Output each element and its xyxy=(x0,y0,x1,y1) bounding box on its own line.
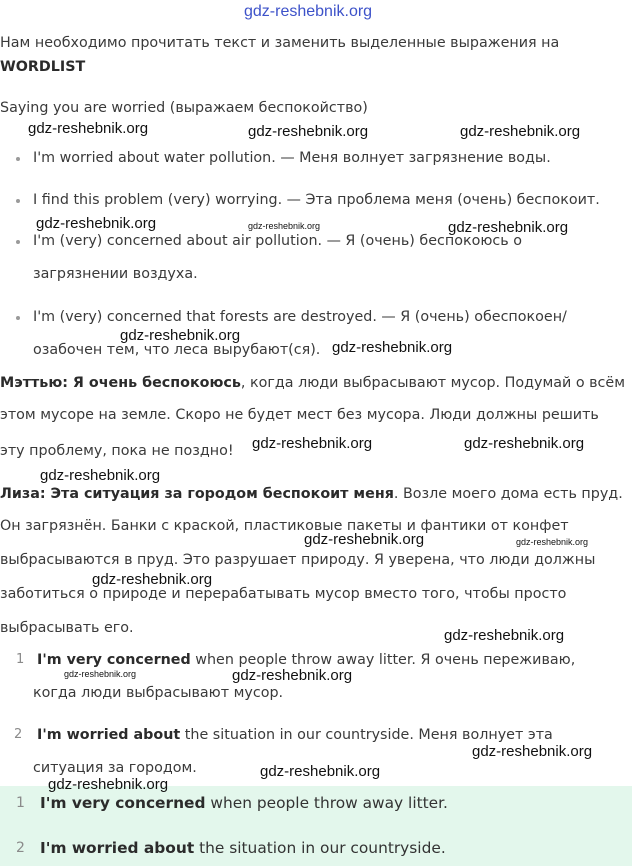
watermark: gdz-reshebnik.org xyxy=(232,667,353,684)
intro-line-1: Нам необходимо прочитать текст и заменить выделенные выражения на xyxy=(0,35,560,51)
numbered-item-2-continued: ситуация за городом. xyxy=(33,760,197,776)
numbered-item-bold: I'm worried about xyxy=(37,727,181,743)
list-number: 2 xyxy=(14,727,23,742)
watermark: gdz-reshebnik.org xyxy=(248,221,321,231)
bullet-icon xyxy=(16,240,20,244)
wordlist-item-continued: озабочен тем, что леса вырубают(ся). xyxy=(33,342,321,358)
watermark: gdz-reshebnik.org xyxy=(444,627,565,644)
watermark: gdz-reshebnik.org xyxy=(120,327,241,344)
answer-number: 2 xyxy=(16,840,25,856)
answer-panel xyxy=(0,786,632,866)
watermark: gdz-reshebnik.org xyxy=(64,669,137,679)
watermark: gdz-reshebnik.org xyxy=(28,120,149,137)
answer-number: 1 xyxy=(16,795,25,811)
watermark-top: gdz-reshebnik.org xyxy=(244,3,373,20)
numbered-item-text: when people throw away litter. Я очень переживаю, xyxy=(190,652,576,668)
numbered-item-bold: I'm very concerned xyxy=(37,652,191,668)
watermark: gdz-reshebnik.org xyxy=(460,123,581,140)
liza-speaker: Лиза: Эта ситуация за городом беспокоит меня xyxy=(0,486,394,502)
matthew-speaker: Мэттью: Я очень беспокоюсь xyxy=(0,375,241,391)
watermark: gdz-reshebnik.org xyxy=(464,435,585,452)
watermark: gdz-reshebnik.org xyxy=(252,435,373,452)
answer-bold: I'm worried about xyxy=(40,839,195,857)
liza-line-5: выбрасывать его. xyxy=(0,620,134,636)
bullet-icon xyxy=(16,157,20,161)
numbered-item-text: the situation in our countryside. Меня волнует эта xyxy=(180,727,553,743)
liza-line-2: Он загрязнён. Банки с краской, пластиковые пакеты и фантики от конфет xyxy=(0,518,569,534)
wordlist-item: I'm (very) concerned that forests are destroyed. — Я (очень) обеспокоен/ xyxy=(33,309,567,325)
watermark: gdz-reshebnik.org xyxy=(448,219,569,236)
intro-line-2: WORDLIST xyxy=(0,59,86,75)
answer-text: the situation in our countryside. xyxy=(194,839,446,857)
answer-bold: I'm very concerned xyxy=(40,794,206,812)
bullet-icon xyxy=(16,316,20,320)
watermark: gdz-reshebnik.org xyxy=(260,763,381,780)
matthew-line-1 xyxy=(0,373,625,393)
wordlist-item: I find this problem (very) worrying. — Эта проблема меня (очень) беспокоит. xyxy=(33,192,600,208)
watermark: gdz-reshebnik.org xyxy=(304,531,425,548)
liza-text: . Возле моего дома есть пруд. xyxy=(393,486,623,502)
liza-line-3: выбрасываются в пруд. Это разрушает природу. Я уверена, что люди должны xyxy=(0,552,596,568)
watermark: gdz-reshebnik.org xyxy=(48,776,169,793)
watermark: gdz-reshebnik.org xyxy=(40,467,161,484)
liza-line-1 xyxy=(0,484,623,504)
numbered-item-2 xyxy=(37,725,553,745)
wordlist-item: I'm worried about water pollution. — Меня волнует загрязнение воды. xyxy=(33,150,551,166)
watermark: gdz-reshebnik.org xyxy=(248,123,369,140)
answer-text: when people throw away litter. xyxy=(205,794,448,812)
list-number: 1 xyxy=(16,652,25,667)
wordlist-item-continued: загрязнении воздуха. xyxy=(33,266,198,282)
wordlist-heading: Saying you are worried (выражаем беспокойство) xyxy=(0,100,368,116)
matthew-line-3: эту проблему, пока не поздно! xyxy=(0,443,234,459)
matthew-line-2: этом мусоре на земле. Скоро не будет мест без мусора. Люди должны решить xyxy=(0,407,599,423)
watermark: gdz-reshebnik.org xyxy=(332,339,453,356)
bullet-icon xyxy=(16,199,20,203)
liza-line-4: заботиться о природе и перерабатывать мусор вместо того, чтобы просто xyxy=(0,586,567,602)
matthew-text: , когда люди выбрасывают мусор. Подумай о всём xyxy=(240,375,626,391)
wordlist-item: I'm (very) concerned about air pollution. — Я (очень) беспокоюсь о xyxy=(33,233,522,249)
watermark: gdz-reshebnik.org xyxy=(92,571,213,588)
watermark: gdz-reshebnik.org xyxy=(516,537,589,547)
watermark: gdz-reshebnik.org xyxy=(472,743,593,760)
answer-line-1 xyxy=(40,792,448,814)
watermark: gdz-reshebnik.org xyxy=(36,215,157,232)
answer-line-2 xyxy=(40,837,446,859)
numbered-item-1-continued: когда люди выбрасывают мусор. xyxy=(33,685,284,701)
